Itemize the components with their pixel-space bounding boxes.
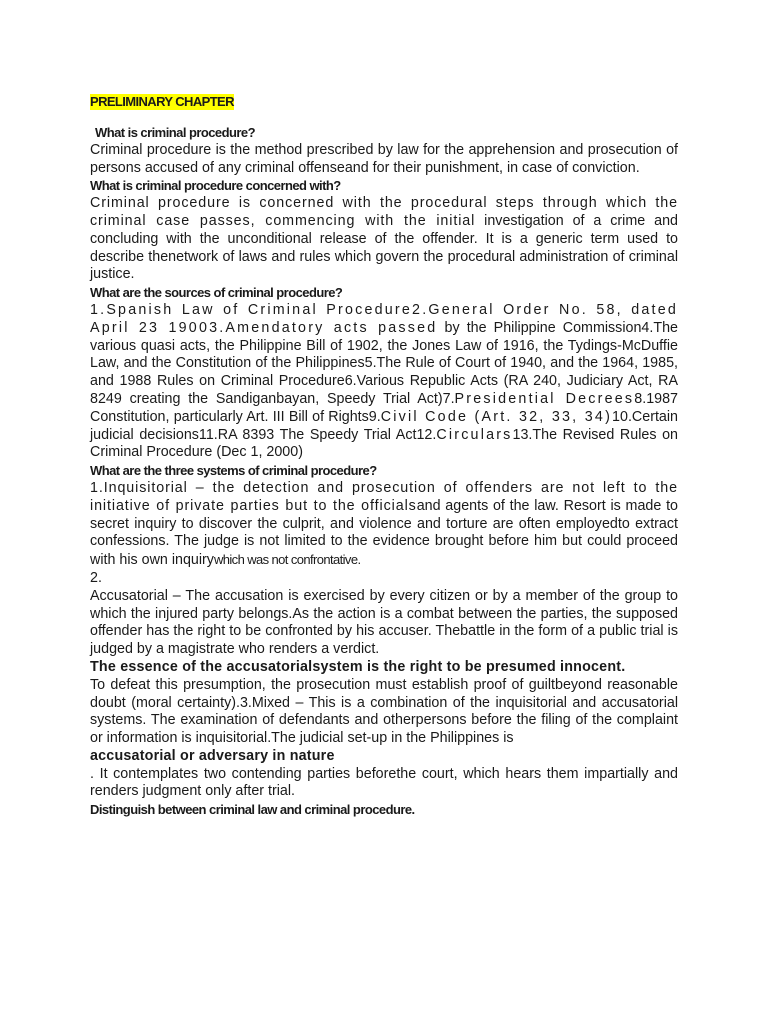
body-text: investigation of a crime and concluding with the unconditional release of the offender. It is a generic term used to describe thenetwork of laws and rules which govern the procedural administration of criminal justice. [90,212,678,283]
spaced-text: Criminal procedure is concerned with the procedural steps through which the criminal case passes, commencing with the initial [90,195,678,229]
spaced-text: 1.Spanish Law of Criminal Procedure2.General Order No. 58, dated April 23 19003.Amendatory acts passed [90,301,678,336]
spaced-text: Civil Code (Art. 32, 33, 34) [380,408,613,425]
question-heading: What is criminal procedure concerned with? [90,178,341,194]
question-heading: What are the three systems of criminal procedure? [90,463,377,479]
answer-paragraph: . It contemplates two contending parties beforethe court, which hears them impartially and renders judgment only after trial. [90,765,678,800]
answer-paragraph [90,195,678,284]
answer-paragraph: Criminal procedure is the method prescribed by law for the apprehension and prosecution of persons accused of any criminal offenseand for their punishment, in case of conviction. [90,141,678,176]
emphasis-line: accusatorial or adversary in nature [90,747,335,764]
body-text: 13.The Revised Rules on Criminal Procedure (Dec 1, 2000) [90,426,678,461]
answer-paragraph [90,480,678,570]
list-number: 2. [90,569,102,586]
body-text: and agents of the law. Resort is made to secret inquiry to discover the culprit, and violence and torture are often employedto extract confessions. The judge is not limited to the evidence brought before him but could proceed with his own inquiry [90,497,678,569]
body-text: which was not confrontative. [213,552,361,568]
answer-paragraph: Accusatorial – The accusation is exercised by every citizen or by a member of the group to which the injured party belongs.As the action is a combat between the parties, the supposed offender has the right to be confronted by his accuser. Thebattle in the form of a public trial is judged by a magistrate who renders a verdict. [90,587,678,658]
question-heading: What are the sources of criminal procedure? [90,285,343,301]
chapter-title: PRELIMINARY CHAPTER [90,94,234,109]
body-text: 10.Certain judicial decisions11.RA 8393 The Speedy Trial Act12. [90,408,679,443]
emphasis-line: The essence of the accusatorialsystem is the right to be presumed innocent. [90,658,626,675]
document-page [90,94,678,819]
spaced-text: 1.Inquisitorial – the detection and prosecution of offenders are not left to the initiative of private parties but to the officials [90,479,678,514]
spaced-text: Circulars [436,426,513,443]
answer-paragraph [90,302,678,462]
spaced-text: Presidential Decrees [454,390,635,407]
question-heading: Distinguish between criminal law and criminal procedure. [90,802,415,818]
body-text: by the Philippine Commission4.The various quasi acts, the Philippine Bill of 1902, the Jones Law of 1916, the Tydings-McDuffie Law, and the Constitution of the Philippines5.The Rule of Court of 1940, and the 1964, 1985, and 1988 Rules on Criminal Procedure6.Various Republic Acts (RA 240, Judiciary Act, RA 8249 creating the Sandiganbayan, Speedy Trial Act)7. [90,319,678,407]
answer-paragraph: To defeat this presumption, the prosecution must establish proof of guiltbeyond reasonable doubt (moral certainty).3.Mixed – This is a combination of the inquisitorial and accusatorial systems. The examination of defendants and otherpersons before the filing of the complaint or information is inquisitorial.The judicial set-up in the Philippines is [90,676,678,747]
question-heading: What is criminal procedure? [95,125,255,140]
body-text: 8.1987 Constitution, particularly Art. III Bill of Rights9. [90,390,678,425]
